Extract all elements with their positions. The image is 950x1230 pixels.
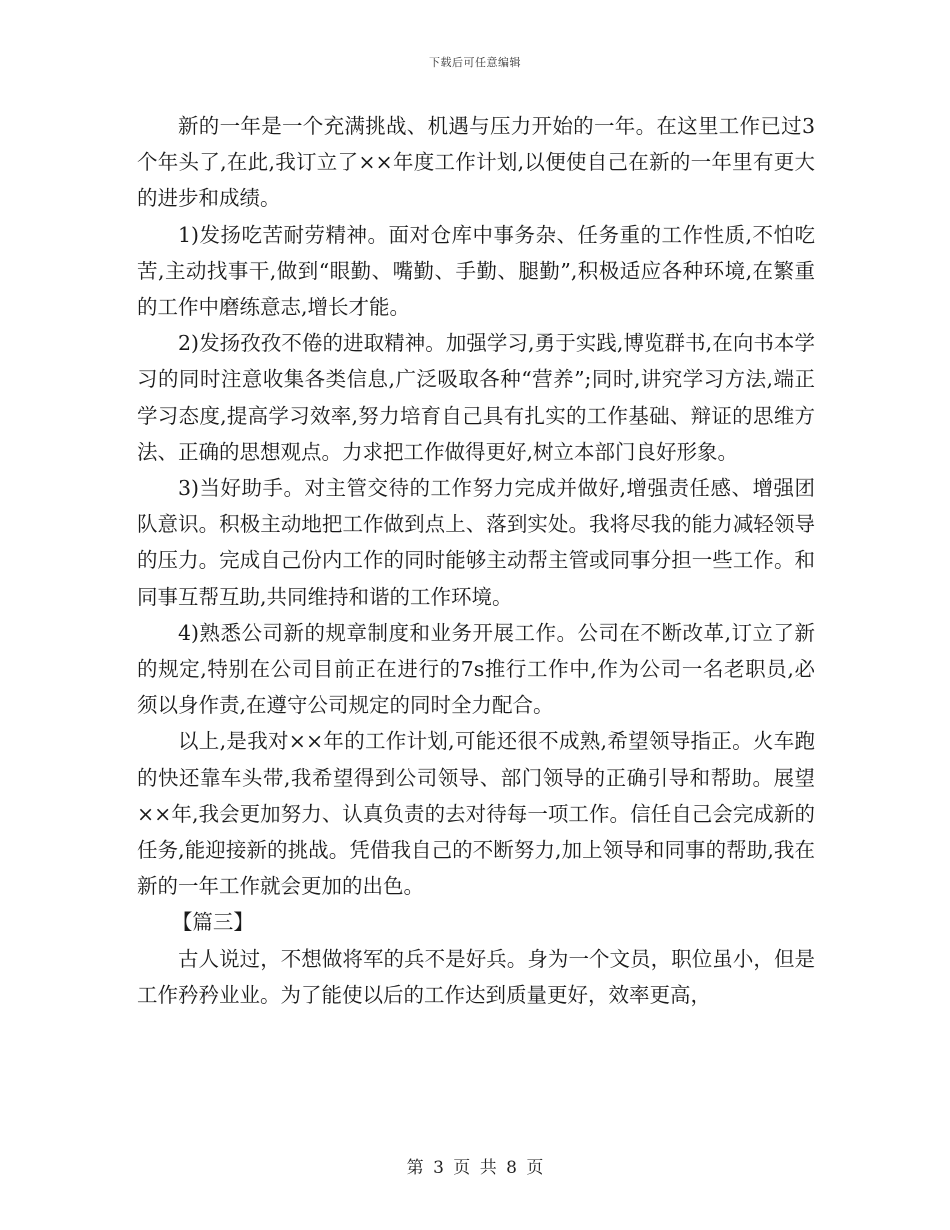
paragraph-section-three: 古人说过，不想做将军的兵不是好兵。身为一个文员，职位虽小，但是工作矜矜业业。为了能使以后的工作达到质量更好，效率更高， xyxy=(137,946,815,1007)
paragraph-item-1: 1)发扬吃苦耐劳精神。面对仓库中事务杂、任务重的工作性质,不怕吃苦,主动找事干,做到“眼勤、嘴勤、手勤、腿勤”,积极适应各种环境,在繁重的工作中磨练意志,增长才能。 xyxy=(137,222,815,320)
paragraph-item-2: 2)发扬孜孜不倦的进取精神。加强学习,勇于实践,博览群书,在向书本学习的同时注意收集各类信息,广泛吸取各种“营养”;同时,讲究学习方法,端正学习态度,提高学习效率,努力培育自己具有扎实的工作基础、辩证的思维方法、正确的思想观点。力求把工作做得更好,树立本部门良好形象。 xyxy=(137,331,815,464)
page-header: 下载后可任意编辑 xyxy=(429,56,521,69)
section-heading: 【篇三】 xyxy=(171,910,254,935)
document-body xyxy=(137,108,815,1013)
paragraph-item-4: 4)熟悉公司新的规章制度和业务开展工作。公司在不断改革,订立了新的规定,特别在公司目前正在进行的7s推行工作中,作为公司一名老职员,必须以身作责,在遵守公司规定的同时全力配合。 xyxy=(137,620,815,718)
paragraph-intro: 新的一年是一个充满挑战、机遇与压力开始的一年。在这里工作已过3个年头了,在此,我订立了××年度工作计划,以便使自己在新的一年里有更大的进步和成绩。 xyxy=(137,114,815,211)
page-number: 第 3 页 共 8 页 xyxy=(406,1158,544,1178)
paragraph-conclusion: 以上,是我对××年的工作计划,可能还很不成熟,希望领导指正。火车跑的快还靠车头带,我希望得到公司领导、部门领导的正确引导和帮助。展望××年,我会更加努力、认真负责的去对待每一项工作。信任自己会完成新的任务,能迎接新的挑战。凭借我自己的不断努力,加上领导和同事的帮助,我在新的一年工作就会更加的出色。 xyxy=(137,729,815,899)
paragraph-item-3: 3)当好助手。对主管交待的工作努力完成并做好,增强责任感、增强团队意识。积极主动地把工作做到点上、落到实处。我将尽我的能力减轻领导的压力。完成自己份内工作的同时能够主动帮主管或同事分担一些工作。和同事互帮互助,共同维持和谐的工作环境。 xyxy=(137,476,815,609)
